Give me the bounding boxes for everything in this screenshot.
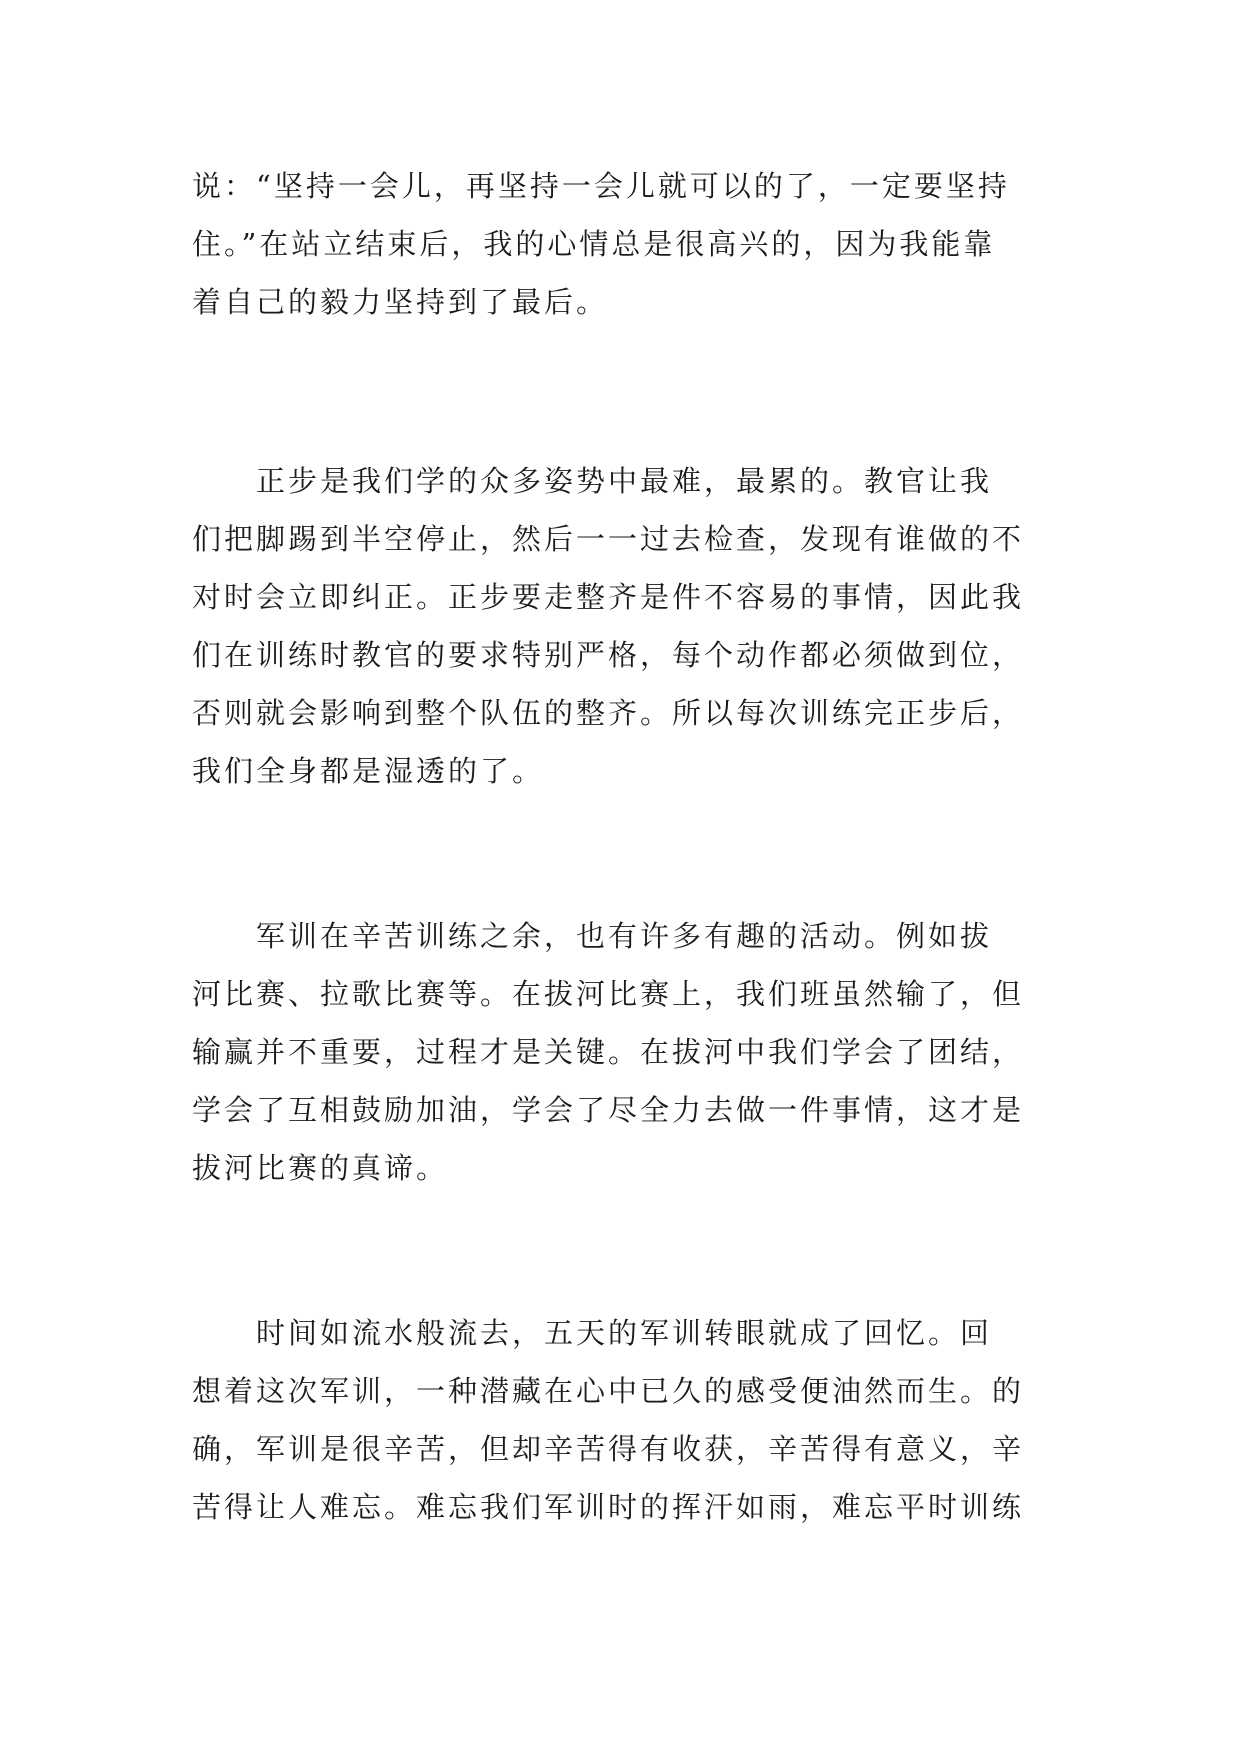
paragraph-line: 否则就会影响到整个队伍的整齐。所以每次训练完正步后， bbox=[192, 696, 1025, 730]
paragraph-line: 确，军训是很辛苦，但却辛苦得有收获，辛苦得有意义，辛 bbox=[192, 1432, 1025, 1466]
paragraph-line: 军训在辛苦训练之余，也有许多有趣的活动。例如拔 bbox=[192, 919, 993, 953]
paragraph-4 bbox=[192, 1304, 1072, 1536]
paragraph-3 bbox=[192, 907, 1072, 1197]
paragraph-line: 输赢并不重要，过程才是关键。在拔河中我们学会了团结， bbox=[192, 1035, 1025, 1069]
paragraph-line: 河比赛、拉歌比赛等。在拔河比赛上，我们班虽然输了，但 bbox=[192, 977, 1025, 1011]
paragraph-line: 们把脚踢到半空停止，然后一一过去检查，发现有谁做的不 bbox=[192, 522, 1025, 556]
paragraph-line: 们在训练时教官的要求特别严格，每个动作都必须做到位， bbox=[192, 638, 1025, 672]
paragraph-line: 拔河比赛的真谛。 bbox=[192, 1151, 449, 1185]
paragraph-line: 苦得让人难忘。难忘我们军训时的挥汗如雨，难忘平时训练 bbox=[192, 1490, 1025, 1524]
paragraph-line: 想着这次军训，一种潜藏在心中已久的感受便油然而生。的 bbox=[192, 1374, 1025, 1408]
paragraph-line: 我们全身都是湿透的了。 bbox=[192, 754, 545, 788]
paragraph-line: 学会了互相鼓励加油，学会了尽全力去做一件事情，这才是 bbox=[192, 1093, 1025, 1127]
paragraph-line: 住。”在站立结束后，我的心情总是很高兴的，因为我能靠 bbox=[192, 227, 996, 261]
paragraph-line: 对时会立即纠正。正步要走整齐是件不容易的事情，因此我 bbox=[192, 580, 1025, 614]
paragraph-2 bbox=[192, 452, 1072, 800]
paragraph-1 bbox=[192, 157, 1072, 331]
paragraph-line: 时间如流水般流去，五天的军训转眼就成了回忆。回 bbox=[192, 1316, 993, 1350]
paragraph-line: 着自己的毅力坚持到了最后。 bbox=[192, 285, 609, 319]
paragraph-line: 说：“坚持一会儿，再坚持一会儿就可以的了，一定要坚持 bbox=[192, 169, 1010, 203]
paragraph-line: 正步是我们学的众多姿势中最难，最累的。教官让我 bbox=[192, 464, 993, 498]
